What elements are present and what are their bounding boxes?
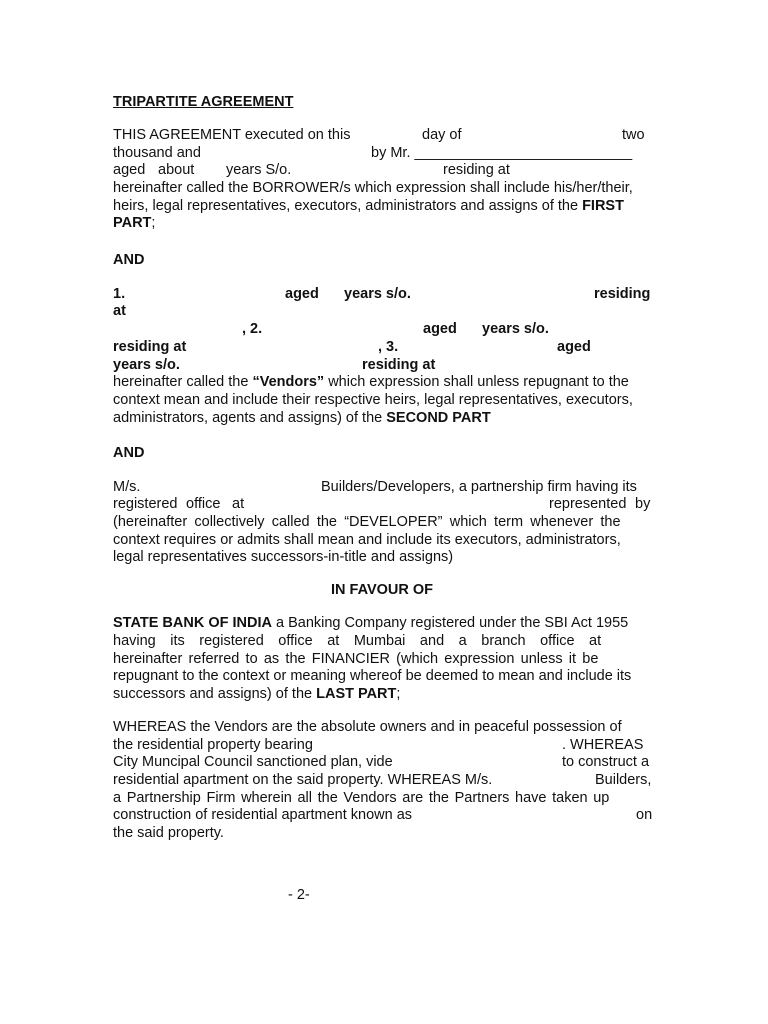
vendors-line-7: hereinafter called the “Vendors” which expression shall unless repugnant to the [113,374,629,390]
developer-line-4: context requires or admits shall mean and include its executors, administrators, [113,532,621,548]
sbi-line-4: repugnant to the context or meaning whereof be deemed to mean and include its [113,668,632,684]
ms-text: M/s. [113,479,141,495]
office-text: office [186,496,221,512]
by-text: by [635,496,651,512]
whereas-line-7: the said property. [113,825,224,841]
day-of-text: day of [422,127,462,143]
vendor-2-number: , 2. [242,321,263,337]
borrower-line-4: hereinafter called the BORROWER/s which expression shall include his/her/their, [113,180,633,196]
whereas-line-6b: on [636,807,653,823]
vendor-3-residing-at: residing at [362,357,436,373]
whereas-line-5: a Partnership Firm wherein all the Vendors are the Partners have taken up [113,790,610,806]
aged-text: aged [113,162,146,178]
represented-text: represented [549,496,627,512]
borrower-line-6: PART; [113,215,156,231]
residing-at-text: residing at [443,162,510,178]
page-number: - 2- [288,887,310,903]
document-title: TRIPARTITE AGREEMENT [113,94,294,110]
sbi-line-1: STATE BANK OF INDIA a Banking Company registered under the SBI Act 1955 [113,615,629,631]
in-favour-heading: IN FAVOUR OF [331,582,434,598]
vendor-3-aged: aged [557,339,591,355]
years-so-text: years S/o. [226,162,292,178]
whereas-line-3a: City Muncipal Council sanctioned plan, vide [113,754,393,770]
by-mr-text: by Mr. ___________________________ [371,145,633,161]
whereas-line-6a: construction of residential apartment known as [113,807,413,823]
two-text: two [622,127,645,143]
and-heading-1: AND [113,252,145,268]
whereas-line-2a: the residential property bearing [113,737,313,753]
builders-text: Builders/Developers, a partnership firm having its [321,479,637,495]
sbi-line-3: hereinafter referred to as the FINANCIER (which expression unless it be [113,651,599,667]
developer-line-3: (hereinafter collectively called the “DEVELOPER” which term whenever the [113,514,621,530]
whereas-line-3b: to construct a [562,754,650,770]
whereas-line-2b: . WHEREAS [562,737,644,753]
whereas-line-4a: residential apartment on the said property. WHEREAS M/s. [113,772,493,788]
and-heading-2: AND [113,445,145,461]
agreement-text: THIS AGREEMENT executed on this [113,127,351,143]
sbi-line-2: having its registered office at Mumbai and a branch office at [113,633,602,649]
vendor-2-aged: aged [423,321,457,337]
vendors-line-9: administrators, agents and assigns) of the SECOND PART [113,410,491,426]
sbi-line-5: successors and assigns) of the LAST PART; [113,686,401,702]
registered-text: registered [113,496,178,512]
vendor-1-aged: aged [285,286,319,302]
vendor-2-residing-at: residing at [113,339,187,355]
vendor-2-years-so: years s/o. [482,321,549,337]
vendor-1-years-so: years s/o. [344,286,411,302]
whereas-line-1: WHEREAS the Vendors are the absolute owners and in peaceful possession of [113,719,622,735]
developer-line-5: legal representatives successors-in-title and assigns) [113,549,454,565]
borrower-line-5: heirs, legal representatives, executors, administrators and assigns of the FIRST [113,198,624,214]
vendor-1-number: 1. [113,286,126,302]
about-text: about [158,162,195,178]
vendor-3-years-so: years s/o. [113,357,180,373]
vendor-3-number: , 3. [378,339,399,355]
whereas-line-4b: Builders, [595,772,652,788]
vendor-1-residing: residing [594,286,651,302]
vendor-1-at: at [113,303,126,319]
vendors-line-8: context mean and include their respective heirs, legal representatives, executors, [113,392,633,408]
thousand-and-text: thousand and [113,145,201,161]
at-text: at [232,496,245,512]
